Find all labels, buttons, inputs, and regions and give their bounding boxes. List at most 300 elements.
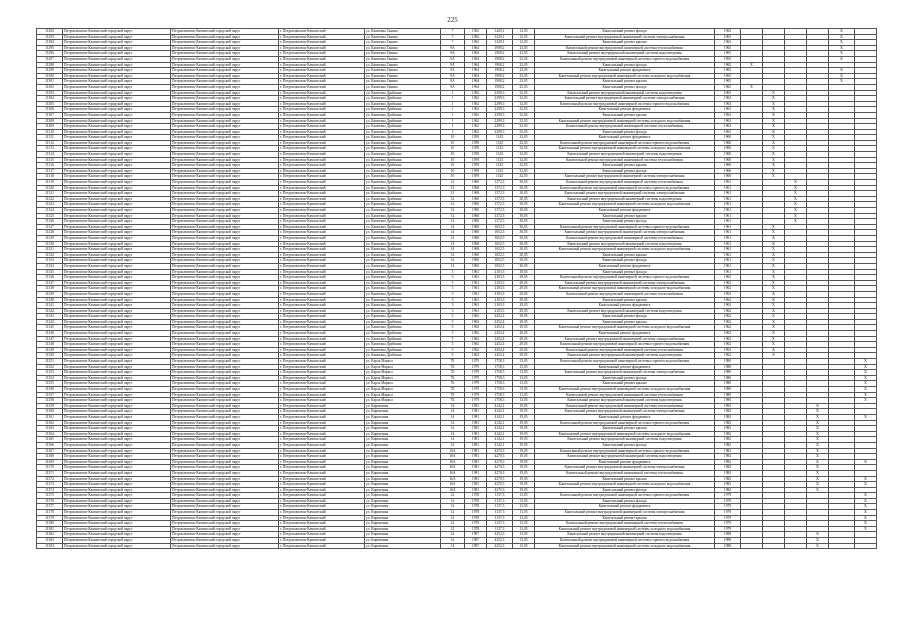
- table-cell: 7Б: [441, 398, 465, 404]
- table-cell: ул. Капитана Драбкина: [365, 252, 441, 258]
- table-cell: Капитальный ремонт фундамента: [535, 414, 715, 420]
- table-cell: Капитальный ремонт крыши: [535, 297, 715, 303]
- table-cell: 4142,1: [487, 431, 513, 437]
- table-cell: ул. Капитана Ганина: [365, 29, 441, 35]
- table-cell: 9А: [441, 51, 465, 57]
- table-cell: Петропавловск-Камчатский городской округ: [171, 392, 279, 398]
- table-cell: Петропавловск-Камчатский городской округ: [63, 336, 171, 342]
- table-cell: г. Петропавловск-Камчатский: [279, 213, 365, 219]
- table-cell: 13,05: [513, 532, 535, 538]
- table-cell: 1981: [465, 459, 487, 465]
- table-cell: 11317: [37, 168, 63, 174]
- table-cell: 1979: [465, 370, 487, 376]
- table-cell: г. Петропавловск-Камчатский: [279, 73, 365, 79]
- table-cell: 4142,1: [487, 437, 513, 443]
- table-cell: 1961: [715, 230, 741, 236]
- table-cell: Петропавловск-Камчатский городской округ: [63, 62, 171, 68]
- table-cell: 1978: [465, 504, 487, 510]
- table-cell: X: [807, 482, 829, 488]
- table-cell: 1959: [465, 168, 487, 174]
- table-cell: 2103,3: [487, 308, 513, 314]
- table-cell: 13,05: [513, 375, 535, 381]
- table-cell: 1: [441, 129, 465, 135]
- table-cell: 4270,3: [487, 476, 513, 482]
- table-cell: Капитальный ремонт внутридомовой инженерной системы теплоснабжения: [535, 157, 715, 163]
- table-cell: 11309: [37, 124, 63, 130]
- table-cell: 32,05: [513, 146, 535, 152]
- table-cell: г. Петропавловск-Камчатский: [279, 487, 365, 493]
- table-cell: 4270,3: [487, 448, 513, 454]
- table-cell: 32,05: [513, 96, 535, 102]
- table-cell: 12: [441, 521, 465, 527]
- table-cell: 11292: [37, 29, 63, 35]
- table-cell: 11347: [37, 336, 63, 342]
- table-cell: Петропавловск-Камчатский городской округ: [63, 224, 171, 230]
- table-cell: 11333: [37, 258, 63, 264]
- table-cell: Петропавловск-Камчатский городской округ: [171, 269, 279, 275]
- table-cell: 1960: [715, 174, 741, 180]
- table-cell: Петропавловск-Камчатский городской округ: [63, 230, 171, 236]
- table-cell: ул. Капитана Драбкина: [365, 303, 441, 309]
- table-cell: 19,05: [513, 442, 535, 448]
- table-cell: Петропавловск-Камчатский городской округ: [171, 465, 279, 471]
- table-cell: X: [763, 342, 785, 348]
- table-cell: 14: [441, 409, 465, 415]
- table-cell: Петропавловск-Камчатский городской округ: [63, 152, 171, 158]
- table-cell: ул. Капитана Ганина: [365, 68, 441, 74]
- table-cell: 1960: [715, 163, 741, 169]
- table-cell: 13,05: [513, 526, 535, 532]
- table-cell: ул. Капитана Драбкина: [365, 269, 441, 275]
- table-cell: 11377: [37, 504, 63, 510]
- table-cell: ул. Капитана Драбкина: [365, 152, 441, 158]
- table-cell: 1962: [465, 90, 487, 96]
- table-cell: Капитальный ремонт внутридомовой инженерной системы горячего водоснабжения: [535, 342, 715, 348]
- table-cell: г. Петропавловск-Камчатский: [279, 180, 365, 186]
- table-cell: ул. Карла Маркса: [365, 359, 441, 365]
- table-cell: 1964: [465, 73, 487, 79]
- table-cell: 1959: [465, 140, 487, 146]
- table-cell: г. Петропавловск-Камчатский: [279, 84, 365, 90]
- table-cell: Петропавловск-Камчатский городской округ: [171, 258, 279, 264]
- table-cell: Капитальный ремонт крыши: [535, 79, 715, 85]
- table-cell: Петропавловск-Камчатский городской округ: [63, 504, 171, 510]
- table-cell: 1982: [715, 454, 741, 460]
- table-cell: г. Петропавловск-Камчатский: [279, 196, 365, 202]
- table-cell: Капитальный ремонт внутридомовой инженерной системы водоотведения: [535, 90, 715, 96]
- table-cell: 13,05: [513, 521, 535, 527]
- table-cell: 7: [441, 40, 465, 46]
- table-cell: 30,05: [513, 235, 535, 241]
- table-cell: Капитальный ремонт фасада: [535, 258, 715, 264]
- table-cell: 11378: [37, 510, 63, 516]
- table-cell: 19,05: [513, 437, 535, 443]
- table-cell: ул. Капитана Драбкина: [365, 280, 441, 286]
- table-cell: 1961: [715, 241, 741, 247]
- table-cell: X: [763, 163, 785, 169]
- table-cell: 1961: [715, 202, 741, 208]
- table-cell: X: [763, 331, 785, 337]
- table-cell: Петропавловск-Камчатский городской округ: [171, 163, 279, 169]
- table-cell: 11349: [37, 347, 63, 353]
- table-cell: 1372,3: [487, 185, 513, 191]
- table-cell: ул. Капитана Ганина: [365, 40, 441, 46]
- table-cell: Петропавловск-Камчатский городской округ: [171, 185, 279, 191]
- table-cell: ул. Капитана Драбкина: [365, 135, 441, 141]
- table-cell: г. Петропавловск-Камчатский: [279, 482, 365, 488]
- table-cell: ул. Карла Маркса: [365, 370, 441, 376]
- table-cell: 30,05: [513, 263, 535, 269]
- table-cell: 1962: [715, 336, 741, 342]
- table-cell: 13,05: [513, 493, 535, 499]
- table-cell: Петропавловск-Камчатский городской округ: [171, 68, 279, 74]
- table-cell: г. Петропавловск-Камчатский: [279, 112, 365, 118]
- table-cell: 19,05: [513, 487, 535, 493]
- table-cell: Петропавловск-Камчатский городской округ: [63, 375, 171, 381]
- table-cell: 11343: [37, 314, 63, 320]
- table-cell: 1962: [465, 331, 487, 337]
- table-cell: 23,05: [513, 56, 535, 62]
- table-cell: Капитальный ремонт фундамента: [535, 135, 715, 141]
- table-cell: г. Петропавловск-Камчатский: [279, 118, 365, 124]
- table-cell: X: [763, 224, 785, 230]
- table-cell: X: [855, 515, 877, 521]
- table-cell: г. Петропавловск-Камчатский: [279, 442, 365, 448]
- table-cell: 1965: [715, 51, 741, 57]
- table-cell: ул. Капитана Драбкина: [365, 196, 441, 202]
- table-cell: Петропавловск-Камчатский городской округ: [171, 224, 279, 230]
- table-cell: Петропавловск-Камчатский городской округ: [63, 168, 171, 174]
- table-cell: 1758,3: [487, 375, 513, 381]
- table-cell: 11336: [37, 275, 63, 281]
- table-cell: 11328: [37, 230, 63, 236]
- table-cell: 1961: [465, 286, 487, 292]
- table-cell: X: [807, 459, 829, 465]
- table-cell: Петропавловск-Камчатский городской округ: [171, 40, 279, 46]
- table-cell: 1982: [715, 487, 741, 493]
- table-cell: X: [829, 73, 855, 79]
- table-cell: X: [807, 426, 829, 432]
- table-cell: 16А: [441, 465, 465, 471]
- table-cell: Петропавловск-Камчатский городской округ: [171, 280, 279, 286]
- table-cell: 30,05: [513, 208, 535, 214]
- table-cell: 14: [441, 403, 465, 409]
- table-cell: Капитальный ремонт внутридомовой инженерной системы горячего водоснабжения: [535, 275, 715, 281]
- table-cell: X: [855, 359, 877, 365]
- table-cell: 11361: [37, 414, 63, 420]
- table-cell: X: [763, 314, 785, 320]
- table-cell: г. Петропавловск-Камчатский: [279, 40, 365, 46]
- table-cell: 14: [441, 532, 465, 538]
- table-cell: X: [807, 538, 829, 544]
- table-cell: 1962: [715, 275, 741, 281]
- table-cell: 1987: [465, 532, 487, 538]
- table-cell: Капитальный ремонт внутридомовой инженерной системы теплоснабжения: [535, 45, 715, 51]
- table-cell: 30,05: [513, 219, 535, 225]
- table-cell: г. Петропавловск-Камчатский: [279, 470, 365, 476]
- table-cell: г. Петропавловск-Камчатский: [279, 157, 365, 163]
- table-cell: Капитальный ремонт крыши: [535, 213, 715, 219]
- table-cell: X: [741, 62, 763, 68]
- table-cell: 23,05: [513, 73, 535, 79]
- table-cell: 1: [441, 118, 465, 124]
- table-cell: 1961: [465, 297, 487, 303]
- table-cell: 3: [441, 297, 465, 303]
- table-cell: 1758,3: [487, 381, 513, 387]
- table-cell: ул. Капитана Драбкина: [365, 291, 441, 297]
- table-cell: 1960: [465, 252, 487, 258]
- table-cell: Петропавловск-Камчатский городской округ: [171, 336, 279, 342]
- table-cell: ул. Кирпичная: [365, 532, 441, 538]
- table-cell: X: [763, 146, 785, 152]
- table-cell: 11316: [37, 163, 63, 169]
- table-cell: 1964: [465, 84, 487, 90]
- table-cell: 1981: [465, 470, 487, 476]
- table-cell: Петропавловск-Камчатский городской округ: [171, 420, 279, 426]
- table-cell: 1: [441, 96, 465, 102]
- table-cell: 1: [441, 124, 465, 130]
- table-cell: X: [855, 398, 877, 404]
- table-cell: 13,05: [513, 370, 535, 376]
- table-cell: 10: [441, 163, 465, 169]
- table-cell: Петропавловск-Камчатский городской округ: [63, 387, 171, 393]
- table-cell: 13,05: [513, 538, 535, 544]
- table-cell: 16А: [441, 487, 465, 493]
- table-cell: ул. Кирпичная: [365, 409, 441, 415]
- table-cell: X: [763, 347, 785, 353]
- table-cell: Капитальный ремонт внутридомовой инженерной системы теплоснабжения: [535, 124, 715, 130]
- table-cell: 11294: [37, 40, 63, 46]
- table-cell: ул. Капитана Драбкина: [365, 342, 441, 348]
- table-cell: 23,05: [513, 45, 535, 51]
- table-cell: 2299,3: [487, 129, 513, 135]
- table-cell: 1981: [465, 448, 487, 454]
- table-cell: Петропавловск-Камчатский городской округ: [63, 174, 171, 180]
- table-cell: 5: [441, 353, 465, 359]
- table-body: [37, 29, 877, 549]
- table-cell: г. Петропавловск-Камчатский: [279, 79, 365, 85]
- table-cell: 32,05: [513, 168, 535, 174]
- table-cell: 1979: [715, 515, 741, 521]
- table-cell: ул. Капитана Драбкина: [365, 157, 441, 163]
- table-cell: 29,05: [513, 353, 535, 359]
- table-cell: 32,05: [513, 135, 535, 141]
- table-cell: Капитальный ремонт фундамента: [535, 303, 715, 309]
- table-cell: 1963: [715, 118, 741, 124]
- table-cell: Петропавловск-Камчатский городской округ: [63, 314, 171, 320]
- table-cell: 7: [441, 29, 465, 35]
- table-cell: ул. Кирпичная: [365, 487, 441, 493]
- table-cell: Капитальный ремонт крыши: [535, 515, 715, 521]
- table-cell: 2103,3: [487, 286, 513, 292]
- table-cell: 12: [441, 191, 465, 197]
- table-cell: 1143: [487, 146, 513, 152]
- table-cell: Петропавловск-Камчатский городской округ: [63, 303, 171, 309]
- table-cell: ул. Капитана Драбкина: [365, 319, 441, 325]
- table-cell: Петропавловск-Камчатский городской округ: [171, 448, 279, 454]
- table-cell: 11364: [37, 431, 63, 437]
- table-cell: Капитальный ремонт фасада: [535, 29, 715, 35]
- table-cell: ул. Капитана Драбкина: [365, 230, 441, 236]
- table-cell: 29,05: [513, 314, 535, 320]
- table-cell: 11383: [37, 538, 63, 544]
- table-cell: 11324: [37, 208, 63, 214]
- table-cell: 2299,3: [487, 96, 513, 102]
- table-cell: Петропавловск-Камчатский городской округ: [63, 431, 171, 437]
- table-cell: 2299,3: [487, 112, 513, 118]
- table-cell: X: [807, 414, 829, 420]
- table-cell: 12: [441, 498, 465, 504]
- table-cell: 1961: [715, 269, 741, 275]
- table-cell: 4142,1: [487, 409, 513, 415]
- table-cell: 1962: [465, 336, 487, 342]
- table-cell: X: [829, 40, 855, 46]
- table-cell: 14: [441, 414, 465, 420]
- table-cell: ул. Капитана Драбкина: [365, 314, 441, 320]
- table-cell: Петропавловск-Камчатский городской округ: [171, 347, 279, 353]
- table-cell: ул. Капитана Ганина: [365, 62, 441, 68]
- table-cell: 1652,5: [487, 230, 513, 236]
- table-cell: Капитальный ремонт крыши: [535, 112, 715, 118]
- table-cell: 1981: [465, 454, 487, 460]
- table-cell: г. Петропавловск-Камчатский: [279, 34, 365, 40]
- table-cell: 1962: [465, 353, 487, 359]
- table-cell: 1: [441, 107, 465, 113]
- table-cell: 1980: [715, 387, 741, 393]
- table-cell: 1137,3: [487, 521, 513, 527]
- table-cell: X: [829, 79, 855, 85]
- table-cell: 1982: [715, 414, 741, 420]
- table-cell: г. Петропавловск-Камчатский: [279, 174, 365, 180]
- table-cell: ул. Капитана Драбкина: [365, 275, 441, 281]
- table-cell: Петропавловск-Камчатский городской округ: [171, 118, 279, 124]
- table-cell: 1960: [465, 213, 487, 219]
- table-cell: Капитальный ремонт внутридомовой инженерной системы горячего водоснабжения: [535, 56, 715, 62]
- table-cell: Петропавловск-Камчатский городской округ: [171, 431, 279, 437]
- table-cell: X: [855, 459, 877, 465]
- table-cell: 4142,1: [487, 426, 513, 432]
- table-cell: 11330: [37, 241, 63, 247]
- table-cell: г. Петропавловск-Камчатский: [279, 493, 365, 499]
- table-cell: 1429,1: [487, 34, 513, 40]
- table-cell: X: [785, 202, 807, 208]
- table-cell: ул. Кирпичная: [365, 437, 441, 443]
- table-cell: 29,05: [513, 286, 535, 292]
- table-cell: 10: [441, 146, 465, 152]
- table-cell: Петропавловск-Камчатский городской округ: [63, 521, 171, 527]
- table-cell: ул. Капитана Драбкина: [365, 353, 441, 359]
- table-cell: 11370: [37, 465, 63, 471]
- table-cell: 29,05: [513, 275, 535, 281]
- table-cell: 3: [441, 291, 465, 297]
- table-cell: 19,05: [513, 420, 535, 426]
- table-cell: 10: [441, 140, 465, 146]
- table-cell: 1372,3: [487, 213, 513, 219]
- table-cell: X: [807, 487, 829, 493]
- table-cell: Петропавловск-Камчатский городской округ: [171, 135, 279, 141]
- table-cell: ул. Капитана Драбкина: [365, 185, 441, 191]
- table-cell: 2299,3: [487, 118, 513, 124]
- table-cell: 1961: [715, 180, 741, 186]
- table-cell: 1137,3: [487, 526, 513, 532]
- table-cell: Петропавловск-Камчатский городской округ: [63, 45, 171, 51]
- table-cell: ул. Кирпичная: [365, 538, 441, 544]
- table-cell: 1652,5: [487, 224, 513, 230]
- table-cell: Петропавловск-Камчатский городской округ: [171, 454, 279, 460]
- table-cell: Петропавловск-Камчатский городской округ: [63, 370, 171, 376]
- table-cell: 9А: [441, 68, 465, 74]
- table-cell: 19,05: [513, 409, 535, 415]
- table-cell: Капитальный ремонт фасада: [535, 219, 715, 225]
- table-cell: 1137,3: [487, 498, 513, 504]
- table-cell: X: [807, 420, 829, 426]
- table-cell: ул. Кирпичная: [365, 521, 441, 527]
- table-cell: 4142,1: [487, 414, 513, 420]
- table-cell: X: [785, 185, 807, 191]
- table-cell: 1979: [465, 375, 487, 381]
- table-cell: Петропавловск-Камчатский городской округ: [63, 269, 171, 275]
- table-cell: Петропавловск-Камчатский городской округ: [171, 437, 279, 443]
- table-cell: ул. Капитана Драбкина: [365, 101, 441, 107]
- table-cell: ул. Капитана Драбкина: [365, 297, 441, 303]
- table-cell: 1988: [715, 538, 741, 544]
- table-cell: г. Петропавловск-Камчатский: [279, 359, 365, 365]
- table-cell: 2103,3: [487, 291, 513, 297]
- table-cell: г. Петропавловск-Камчатский: [279, 498, 365, 504]
- table-cell: 11301: [37, 79, 63, 85]
- table-cell: 9А: [441, 79, 465, 85]
- table-cell: Капитальный ремонт внутридомовой инженерной системы водоотведения: [535, 398, 715, 404]
- table-cell: Петропавловск-Камчатский городской округ: [171, 308, 279, 314]
- table-cell: г. Петропавловск-Камчатский: [279, 163, 365, 169]
- table-cell: X: [763, 325, 785, 331]
- table-cell: г. Петропавловск-Камчатский: [279, 56, 365, 62]
- table-cell: Петропавловск-Камчатский городской округ: [171, 124, 279, 130]
- table-cell: Капитальный ремонт внутридомовой инженерной системы электроснабжения: [535, 230, 715, 236]
- table-cell: г. Петропавловск-Камчатский: [279, 526, 365, 532]
- table-cell: 11366: [37, 442, 63, 448]
- table-cell: 11340: [37, 297, 63, 303]
- table-cell: Петропавловск-Камчатский городской округ: [63, 308, 171, 314]
- table-cell: 1964: [465, 56, 487, 62]
- table-cell: Капитальный ремонт крыши: [535, 319, 715, 325]
- table-cell: г. Петропавловск-Камчатский: [279, 135, 365, 141]
- table-cell: Петропавловск-Камчатский городской округ: [171, 370, 279, 376]
- table-cell: 1980: [715, 381, 741, 387]
- table-cell: Петропавловск-Камчатский городской округ: [171, 493, 279, 499]
- table-cell: Капитальный ремонт внутридомовой инженерной системы горячего водоснабжения: [535, 101, 715, 107]
- table-cell: ул. Капитана Драбкина: [365, 247, 441, 253]
- table-cell: ул. Капитана Драбкина: [365, 331, 441, 337]
- table-cell: 1982: [715, 459, 741, 465]
- table-cell: г. Петропавловск-Камчатский: [279, 230, 365, 236]
- table-cell: 1988: [715, 543, 741, 549]
- table-cell: 1960: [715, 152, 741, 158]
- table-cell: Капитальный ремонт внутридомовой инженерной системы водоотведения: [535, 454, 715, 460]
- table-cell: X: [855, 364, 877, 370]
- table-cell: Петропавловск-Камчатский городской округ: [171, 235, 279, 241]
- table-cell: 1979: [465, 398, 487, 404]
- table-cell: 1372,3: [487, 202, 513, 208]
- table-cell: 13,05: [513, 381, 535, 387]
- table-cell: ул. Кирпичная: [365, 403, 441, 409]
- table-cell: 1962: [465, 101, 487, 107]
- table-cell: Петропавловск-Камчатский городской округ: [171, 107, 279, 113]
- table-cell: Петропавловск-Камчатский городской округ: [171, 414, 279, 420]
- table-cell: Капитальный ремонт фундамента: [535, 364, 715, 370]
- table-cell: 2452,4: [487, 325, 513, 331]
- table-cell: 11358: [37, 398, 63, 404]
